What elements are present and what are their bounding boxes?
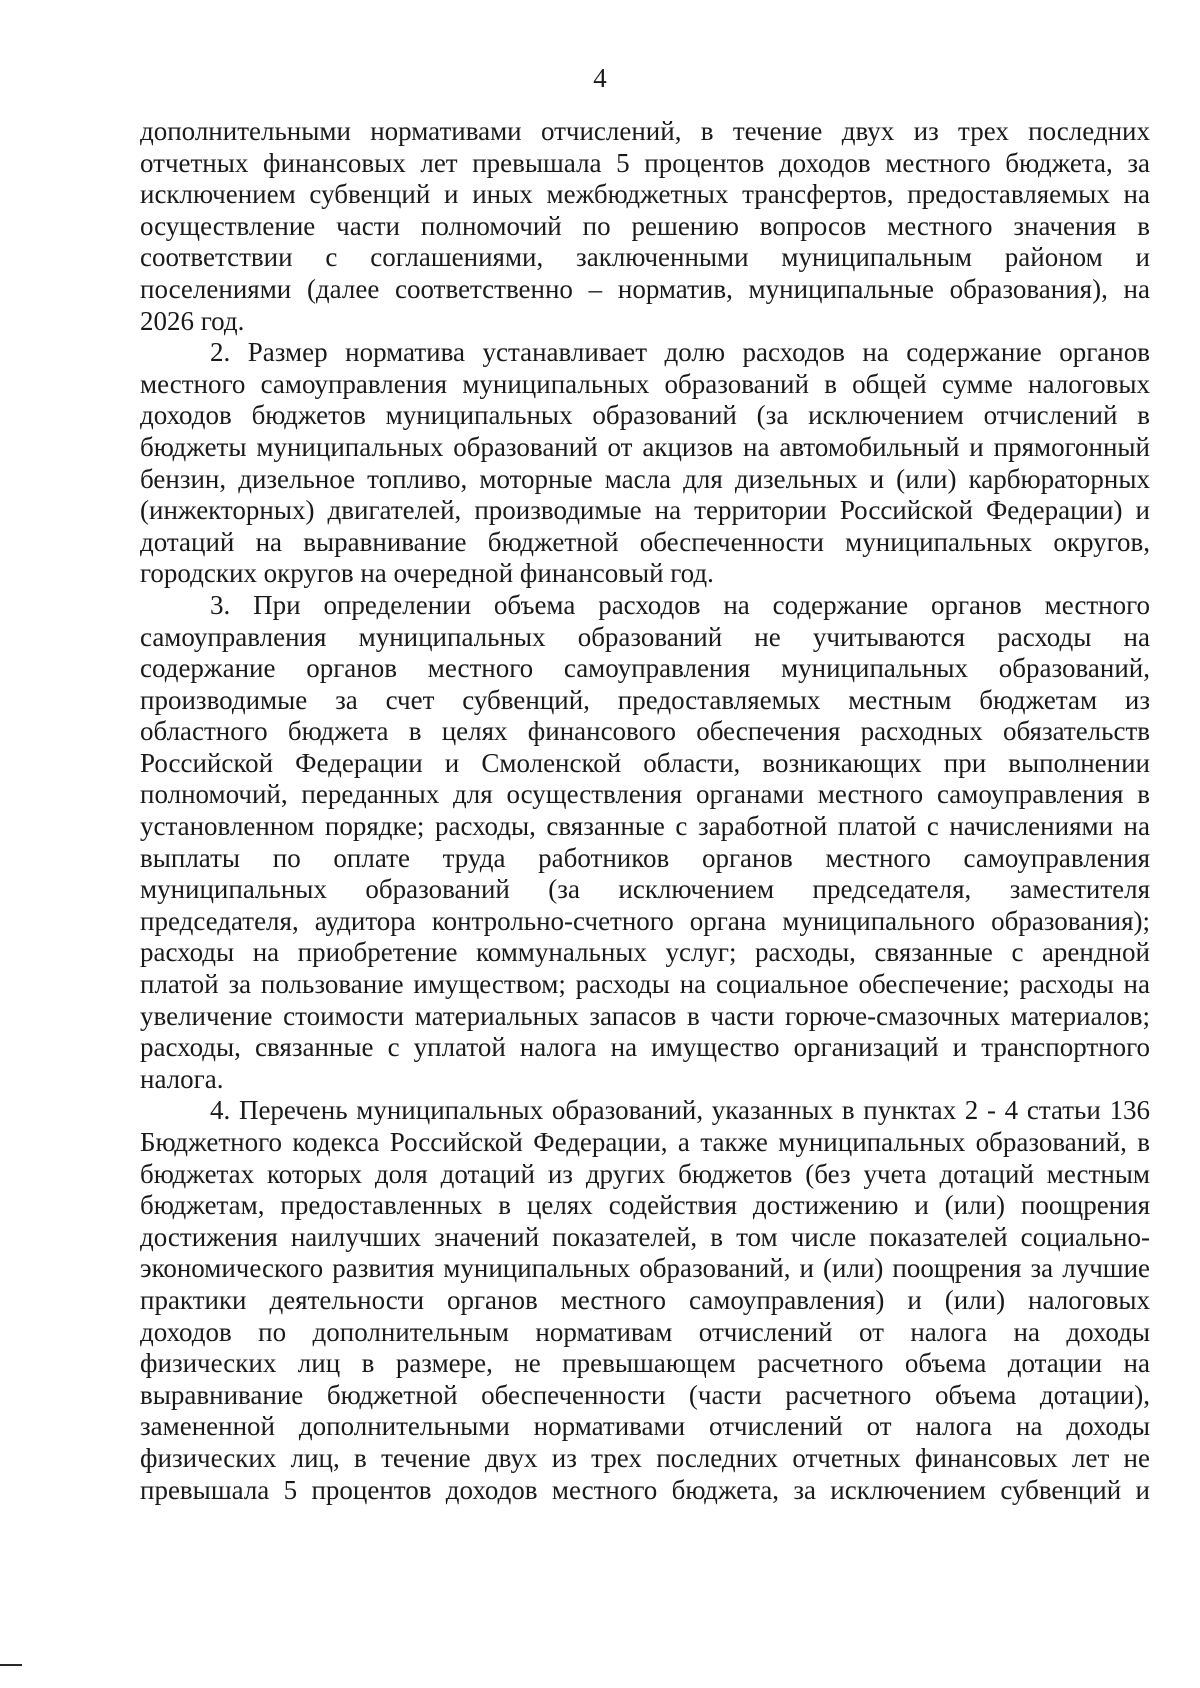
text-line: полномочий, переданных для осуществления органами местного самоуправления в xyxy=(140,779,1150,810)
paragraph-2 xyxy=(140,337,1150,590)
text-line: 3. При определении объема расходов на содержание органов местного xyxy=(210,589,1150,620)
text-line: расходы на приобретение коммунальных услуг; расходы, связанные с арендной xyxy=(140,937,1150,968)
text-line: 2. Размер норматива устанавливает долю расходов на содержание органов xyxy=(210,337,1150,368)
text-line: бюджетам, предоставленных в целях содействия достижению и (или) поощрения xyxy=(140,1190,1150,1221)
text-line: поселениями (далее соответственно – норматив, муниципальные образования), на xyxy=(140,273,1150,304)
text-line: бензин, дизельное топливо, моторные масла для дизельных и (или) карбюраторных xyxy=(140,463,1150,494)
text-line: превышала 5 процентов доходов местного бюджета, за исключением субвенций и xyxy=(140,1474,1150,1505)
text-line: городских округов на очередной финансовый год. xyxy=(140,558,714,589)
text-line: выравнивание бюджетной обеспеченности (части расчетного объема дотации), xyxy=(140,1379,1150,1410)
text-line: бюджеты муниципальных образований от акцизов на автомобильный и прямогонный xyxy=(140,431,1150,462)
text-line: доходов по дополнительным нормативам отчислений от налога на доходы xyxy=(140,1316,1150,1347)
text-line: дотаций на выравнивание бюджетной обеспеченности муниципальных округов, xyxy=(140,526,1150,557)
text-line: председателя, аудитора контрольно-счетного органа муниципального образования); xyxy=(140,905,1150,936)
text-line: муниципальных образований (за исключением председателя, заместителя xyxy=(140,874,1150,905)
text-line: (инжекторных) двигателей, производимые на территории Российской Федерации) и xyxy=(140,495,1150,526)
text-line: Бюджетного кодекса Российской Федерации, а также муниципальных образований, в xyxy=(140,1127,1150,1157)
paragraph-3 xyxy=(140,590,1150,1096)
text-line: достижения наилучших значений показателей, в том числе показателей социально- xyxy=(140,1221,1150,1252)
text-line: местного самоуправления муниципальных образований в общей сумме налоговых xyxy=(140,368,1150,399)
text-line: исключением субвенций и иных межбюджетных трансфертов, предоставляемых на xyxy=(140,179,1150,210)
text-line: доходов бюджетов муниципальных образований (за исключением отчислений в xyxy=(140,400,1150,431)
text-line: расходы, связанные с уплатой налога на имущество организаций и транспортного xyxy=(140,1032,1150,1063)
text-line: областного бюджета в целях финансового обеспечения расходных обязательств xyxy=(140,716,1150,747)
text-line: 2026 год. xyxy=(140,305,245,336)
text-line: налога. xyxy=(140,1063,224,1094)
text-line: замененной дополнительными нормативами отчислений от налога на доходы xyxy=(140,1411,1150,1442)
text-line: Российской Федерации и Смоленской области, возникающих при выполнении xyxy=(140,747,1150,778)
paragraph-continuation xyxy=(140,116,1150,337)
text-line: осуществление части полномочий по решению вопросов местного значения в xyxy=(140,210,1150,241)
text-line: самоуправления муниципальных образований не учитываются расходы на xyxy=(140,621,1150,652)
document-body xyxy=(140,116,1150,1506)
text-line: отчетных финансовых лет превышала 5 процентов доходов местного бюджета, за xyxy=(140,147,1150,178)
text-line: экономического развития муниципальных образований, и (или) поощрения за лучшие xyxy=(140,1253,1150,1284)
text-line: практики деятельности органов местного самоуправления) и (или) налоговых xyxy=(140,1284,1150,1315)
page-number: 4 xyxy=(593,63,607,93)
text-line: платой за пользование имуществом; расходы на социальное обеспечение; расходы на xyxy=(140,969,1150,1000)
paragraph-4 xyxy=(140,1095,1150,1506)
text-line: производимые за счет субвенций, предоставляемых местным бюджетам из xyxy=(140,684,1150,715)
text-line: бюджетах которых доля дотаций из других бюджетов (без учета дотаций местным xyxy=(140,1158,1150,1189)
text-line: дополнительными нормативами отчислений, в течение двух из трех последних xyxy=(140,116,1150,146)
text-line: установленном порядке; расходы, связанные с заработной платой с начислениями на xyxy=(140,811,1150,842)
text-line: соответствии с соглашениями, заключенными муниципальным районом и xyxy=(140,242,1150,273)
text-line: увеличение стоимости материальных запасов в части горюче-смазочных материалов; xyxy=(140,1000,1150,1031)
text-line: физических лиц, в течение двух из трех последних отчетных финансовых лет не xyxy=(140,1442,1150,1473)
text-line: физических лиц в размере, не превышающем расчетного объема дотации на xyxy=(140,1348,1150,1379)
text-line: 4. Перечень муниципальных образований, указанных в пунктах 2 - 4 статьи 136 xyxy=(210,1095,1150,1126)
text-line: выплаты по оплате труда работников органов местного самоуправления xyxy=(140,842,1150,873)
text-line: содержание органов местного самоуправления муниципальных образований, xyxy=(140,653,1150,684)
scan-margin-mark xyxy=(0,1664,22,1666)
